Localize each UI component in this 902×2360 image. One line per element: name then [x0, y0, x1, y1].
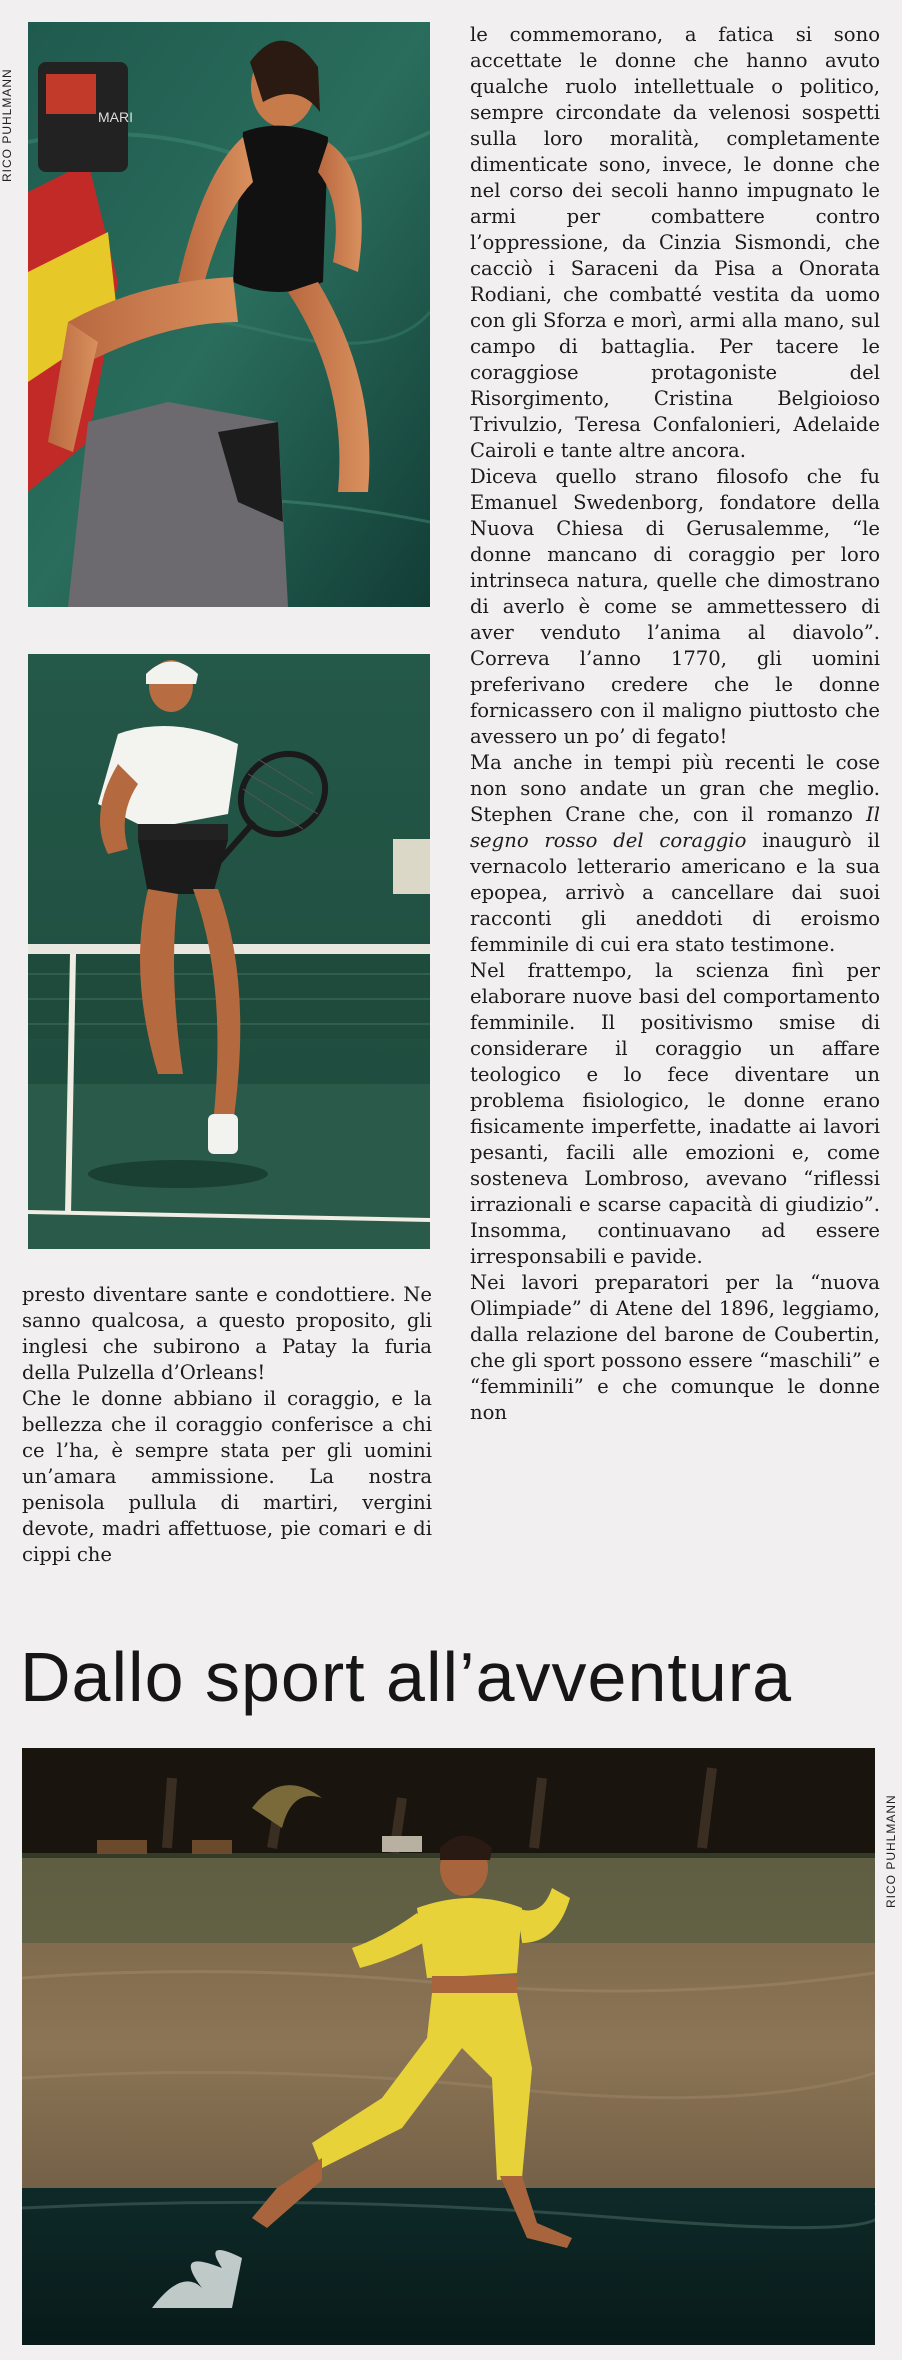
paragraph: le commemorano, a fatica si sono accettate le donne che hanno avuto qualche ruolo intellettuale o politico, sempre circondate da velenosi sospetti sulla loro moralità, completamente dimenticate sono, invece, le donne che nel corso dei secoli hanno impugnato le armi per combattere contro l’oppressione, da Cinzia Sismondi, che cacciò i Saraceni da Pisa a Onorata Rodiani, che combatté vestita da uomo con gli Sforza e morì, armi alla mano, sul campo di battaglia. Per tacere le coraggiose protagoniste del Risorgimento, Cristina Belgioioso Trivulzio, Teresa Confalonieri, Adelaide Cairoli e tante altre ancora. [470, 23, 880, 462]
paragraph: Che le donne abbiano il coraggio, e la bellezza che il coraggio conferisce a chi ce l’ha, è sempre stata per gli uomini un’amara ammissione. La nostra penisola pullula di martiri, vergini devote, madri affettuose, pie comari e di cippi che [22, 1387, 432, 1566]
photo-credit-bottom: RICO PUHLMANN [884, 1794, 898, 1908]
paragraph: presto diventare sante e condottiere. Ne sanno qualcosa, a questo proposito, gli inglesi che subirono a Patay la furia della Pulzella d’Orleans! [22, 1283, 432, 1384]
motor-brand-text: MARI [98, 109, 133, 125]
photo-tennis [28, 654, 430, 1249]
photo-credit-top: RICO PUHLMANN [0, 68, 14, 182]
book-title: Il segno rosso del coraggio [470, 803, 880, 852]
photo-jet-ski [28, 22, 430, 607]
photo-beach-run [22, 1748, 875, 2345]
article-column-right [470, 22, 880, 1426]
paragraph: Diceva quello strano filosofo che fu Emanuel Swedenborg, fondatore della Nuova Chiesa di Gerusalemme, “le donne mancano di coraggio per loro intrinseca natura, quelle che dimostrano di averlo è come se ammettessero di aver venduto l’anima al diavolo”. Correva l’anno 1770, gli uomini preferivano credere che le donne fornicassero con il maligno piuttosto che avessero un po’ di fegato! [470, 465, 880, 748]
article-column-left [22, 1282, 432, 1568]
headline: Dallo sport all’avventura [20, 1638, 793, 1716]
paragraph-with-title: Ma anche in tempi più recenti le cose non sono andate un gran che meglio. Stephen Crane che, con il romanzo Il segno rosso del coraggio inaugurò il vernacolo letterario americano e la sua epopea, arrivò a cancellare dai suoi racconti gli aneddoti di eroismo femminile di cui era stato testimone. [470, 751, 880, 956]
paragraph: Nei lavori preparatori per la “nuova Olimpiade” di Atene del 1896, leggiamo, dalla relazione del barone de Coubertin, che gli sport possono essere “maschili” e “femminili” e che comunque le donne non [470, 1271, 880, 1424]
paragraph: Nel frattempo, la scienza finì per elaborare nuove basi del comportamento femminile. Il positivismo smise di considerare il coraggio un affare teologico e lo fece diventare un problema fisiologico, le donne erano fisicamente imperfette, inadatte ai lavori pesanti, facili alle emozioni e, come sosteneva Lombroso, avevano “riflessi irrazionali e scarse capacità di giudizio”. Insomma, continuavano ad essere irresponsabili e pavide. [470, 959, 880, 1268]
